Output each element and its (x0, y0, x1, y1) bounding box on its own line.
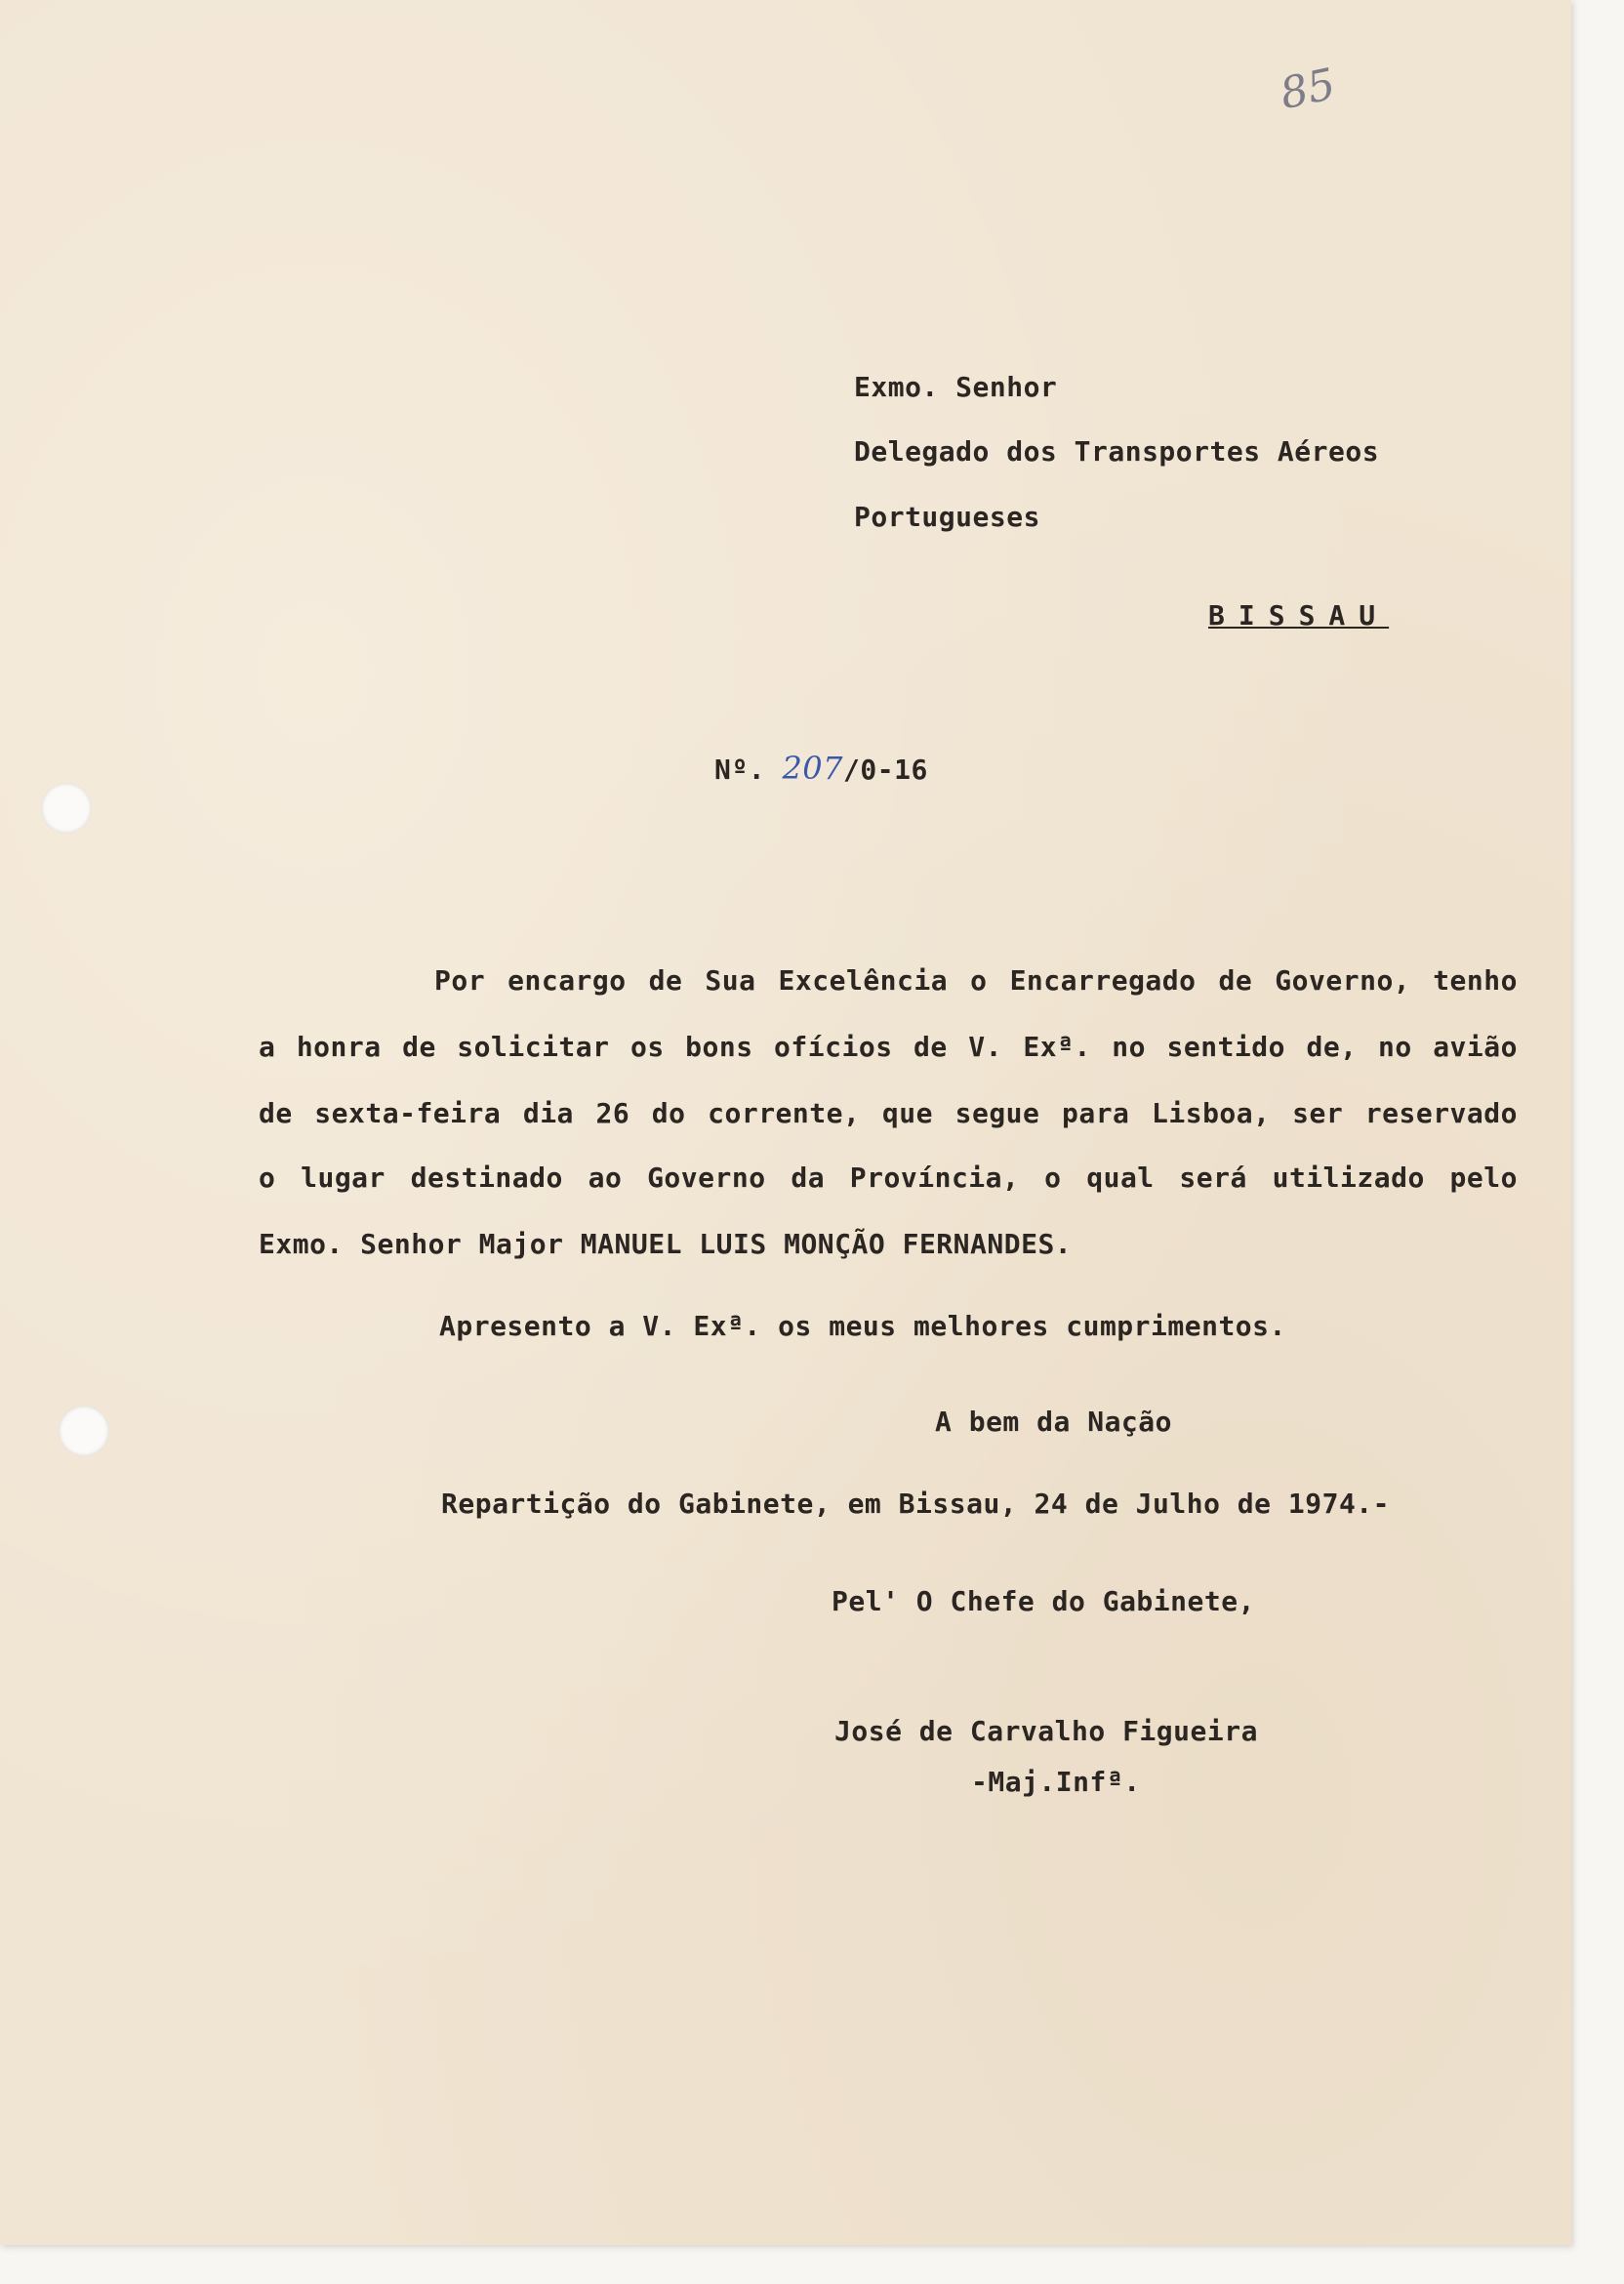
greeting: Apresento a V. Exª. os meus melhores cumprimentos. (439, 1310, 1286, 1342)
punch-hole (41, 783, 92, 834)
punch-hole (59, 1406, 109, 1456)
reference-prefix: Nº. (714, 754, 766, 786)
address-line-3: Portugueses (854, 501, 1040, 533)
address-line-2: Delegado dos Transportes Aéreos (854, 435, 1380, 468)
signatory-name: José de Carvalho Figueira (834, 1715, 1258, 1747)
reference-handwritten-number: 207 (782, 750, 844, 787)
reference-suffix: /0-16 (843, 754, 928, 786)
signatory-office: Pel' O Chefe do Gabinete, (832, 1585, 1255, 1617)
body-line-3: de sexta-feira dia 26 do corrente, que segue para Lisboa, ser reservado (259, 1097, 1518, 1129)
closing-motto: A bem da Nação (935, 1406, 1173, 1438)
body-line-4: o lugar destinado ao Governo da Província, o qual será utilizado pelo (259, 1162, 1518, 1194)
place-date: Repartição do Gabinete, em Bissau, 24 de Julho de 1974.- (441, 1488, 1391, 1520)
address-city: BISSAU (1208, 599, 1390, 632)
page-note: 85 (1276, 59, 1340, 120)
reference-number (714, 750, 928, 787)
signatory-rank: -Maj.Infª. (971, 1766, 1141, 1798)
body-line-5: Exmo. Senhor Major MANUEL LUIS MONÇÃO FERNANDES. (259, 1228, 1073, 1260)
body-line-1: Por encargo de Sua Excelência o Encarregado de Governo, tenho (434, 964, 1518, 997)
body-line-2: a honra de solicitar os bons ofícios de V. Exª. no sentido de, no avião (259, 1031, 1518, 1063)
address-line-1: Exmo. Senhor (854, 371, 1058, 403)
